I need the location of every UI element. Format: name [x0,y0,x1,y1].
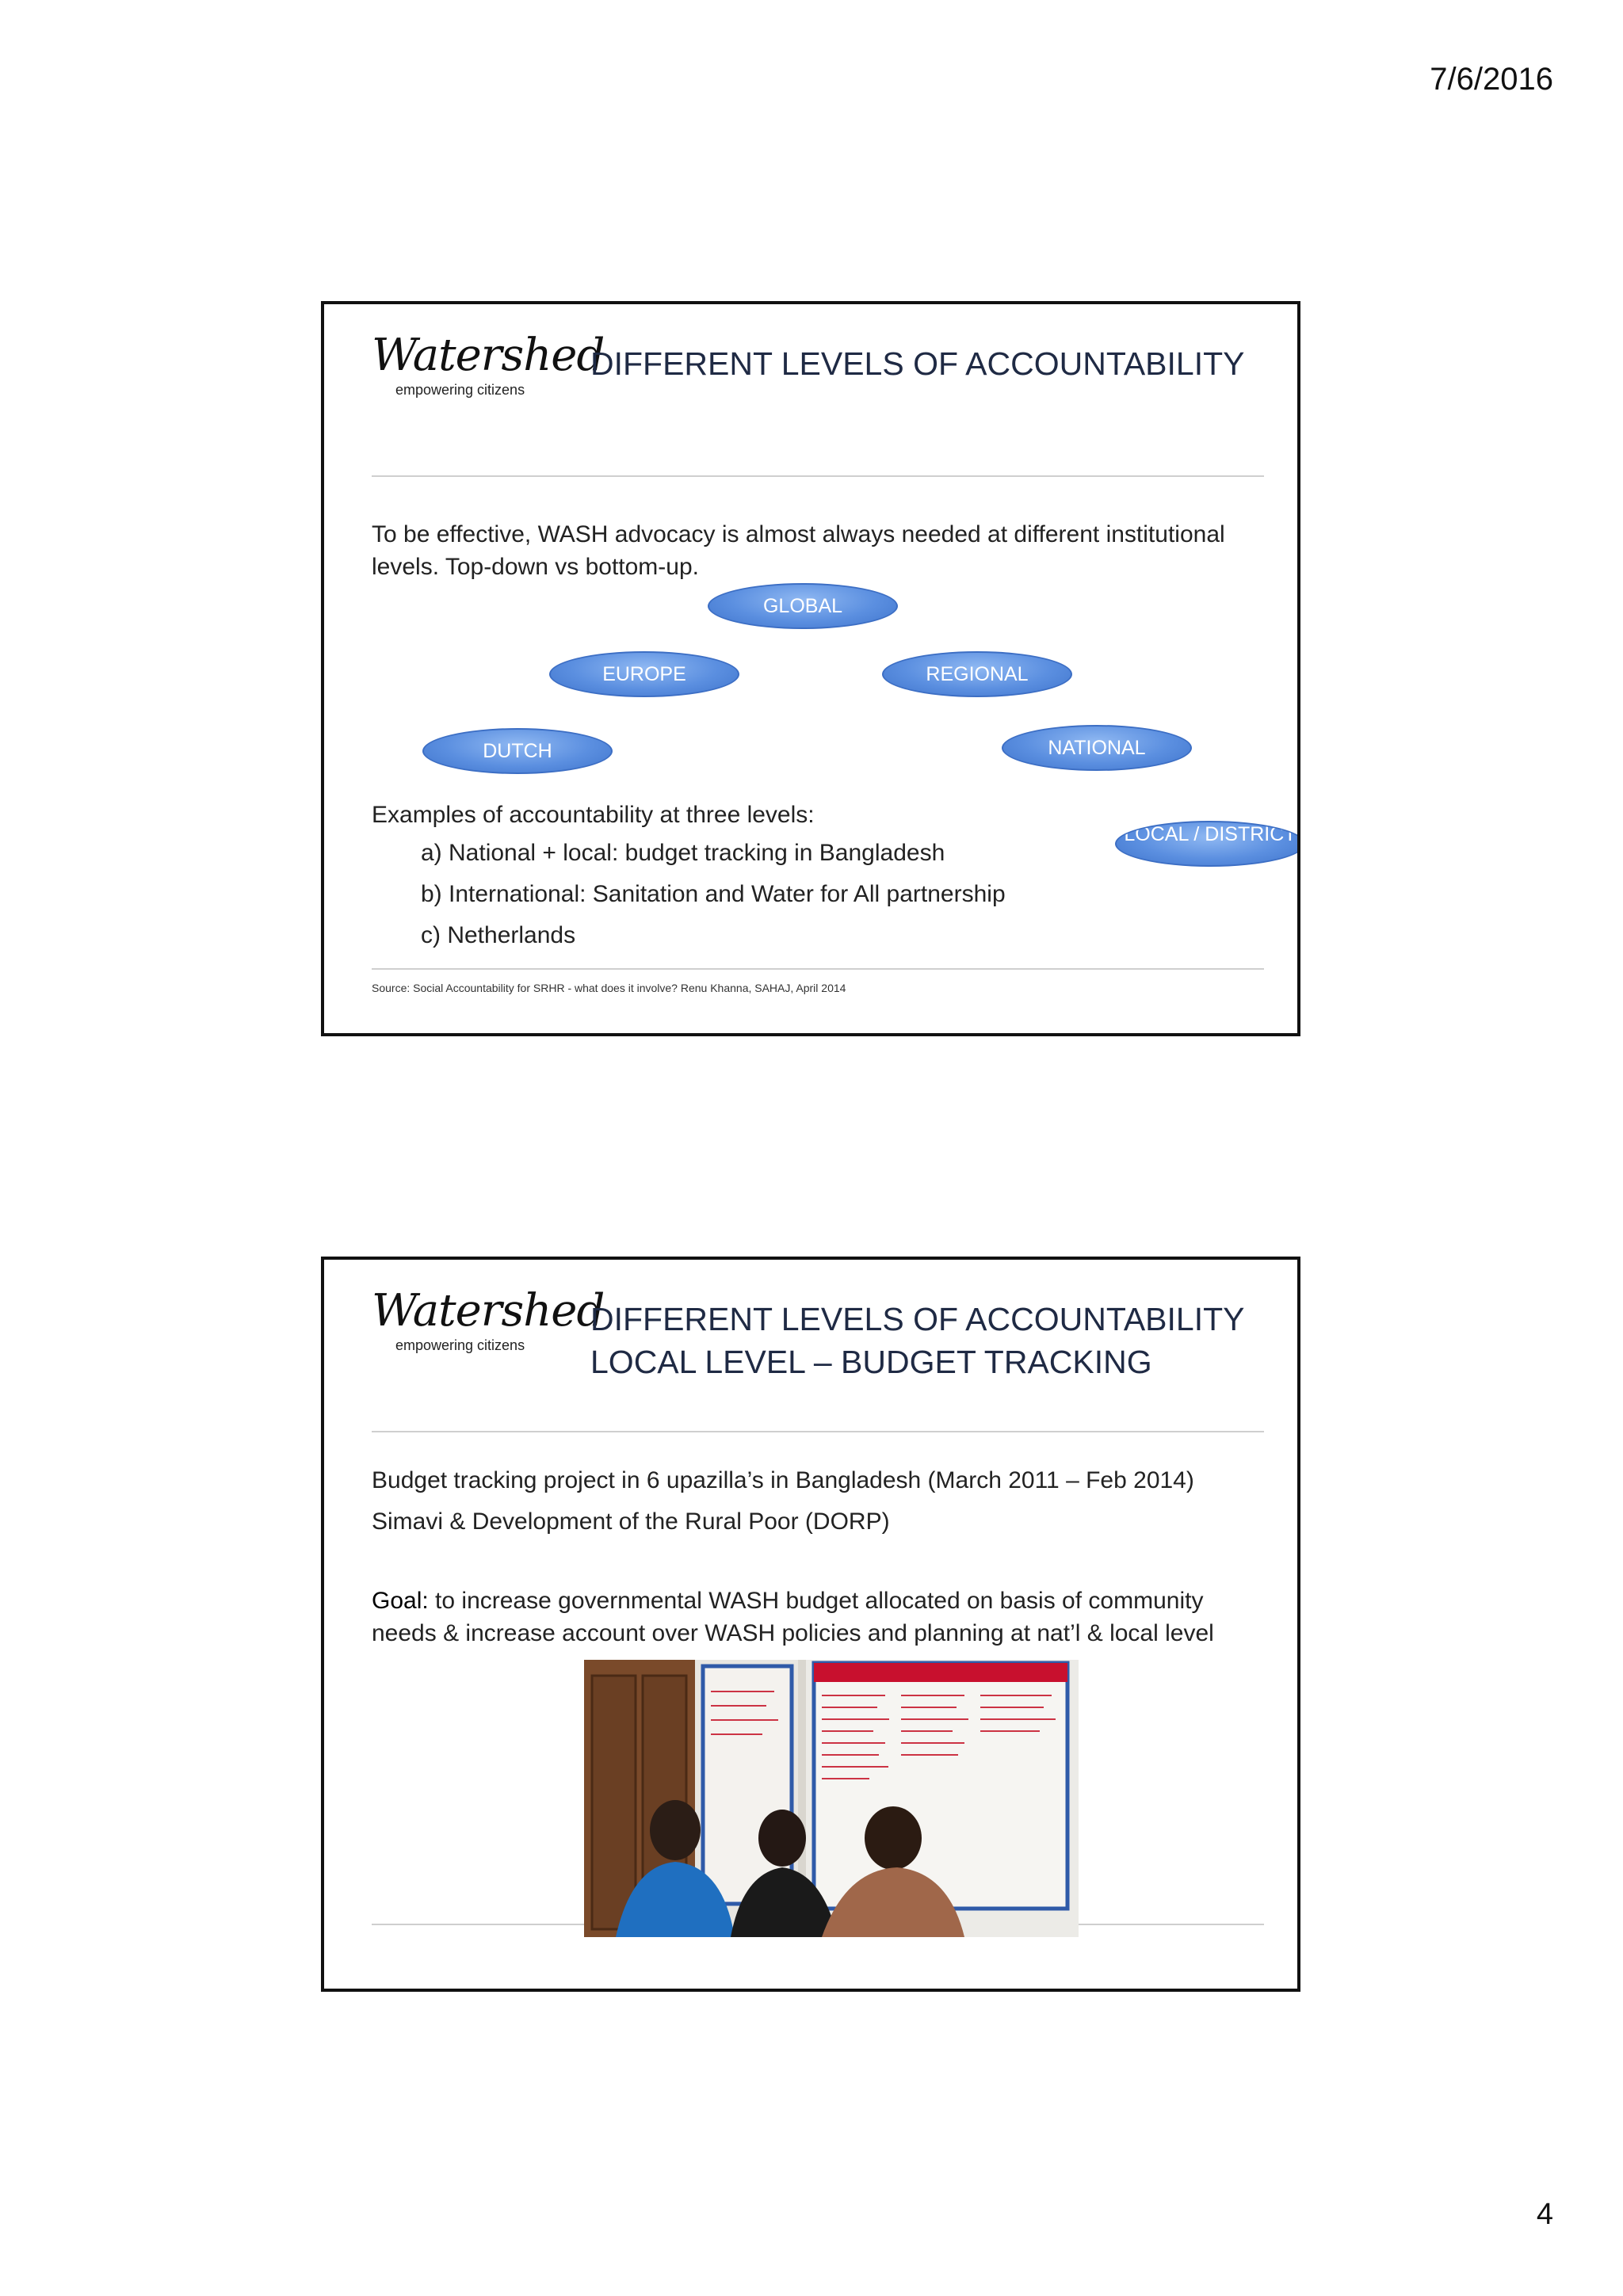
budget-board-photo [584,1660,1079,1937]
watershed-logo [372,328,605,399]
partner-line: Simavi & Development of the Rural Poor (DORP) [372,1508,890,1535]
example-item: c) Netherlands [421,922,576,948]
level-europe: EUROPE [549,651,739,697]
slide-title-line2: LOCAL LEVEL – BUDGET TRACKING [590,1344,1152,1380]
source-citation: Source: Social Accountability for SRHR - what does it involve? Renu Khanna, SAHAJ, April 2014 [372,982,846,994]
logo-wordmark: Watershed [372,330,605,381]
slide-1 [321,301,1300,1036]
photo-illustration [584,1660,1079,1937]
watershed-logo [372,1283,605,1355]
example-item: b) International: Sanitation and Water for All partnership [421,881,1006,907]
footer-divider [372,968,1264,970]
goal-text: to increase governmental WASH budget allocated on basis of community needs & increase account over WASH policies and planning at nat’l & local level [372,1588,1214,1646]
page-number: 4 [1536,2198,1553,2231]
page-date: 7/6/2016 [1430,62,1553,97]
title-divider [372,475,1264,477]
logo-tagline: empowering citizens [395,382,525,398]
example-item: a) National + local: budget tracking in Bangladesh [421,840,945,866]
title-divider [372,1431,1264,1432]
logo-wordmark: Watershed [372,1285,605,1337]
goal-label: Goal: [372,1588,429,1614]
level-regional: REGIONAL [882,651,1072,697]
slide-title-text: DIFFERENT LEVELS OF ACCOUNTABILITY [590,345,1245,382]
level-national: NATIONAL [1002,725,1192,771]
logo-tagline: empowering citizens [395,1337,525,1353]
slide-title-line1: DIFFERENT LEVELS OF ACCOUNTABILITY [590,1301,1245,1337]
level-local-district: LOCAL / DISTRICT [1115,821,1300,867]
slide-title [590,1298,1245,1383]
level-global: GLOBAL [708,583,898,629]
goal-paragraph [372,1585,1259,1650]
project-line: Budget tracking project in 6 upazilla’s in Bangladesh (March 2011 – Feb 2014) [372,1467,1194,1493]
intro-text: To be effective, WASH advocacy is almost always needed at different institutional levels. Top-down vs bottom-up. [372,521,1225,580]
slide-2 [321,1257,1300,1992]
level-dutch: DUTCH [422,728,613,774]
examples-heading: Examples of accountability at three levels: [372,802,815,828]
slide-title [590,342,1245,385]
